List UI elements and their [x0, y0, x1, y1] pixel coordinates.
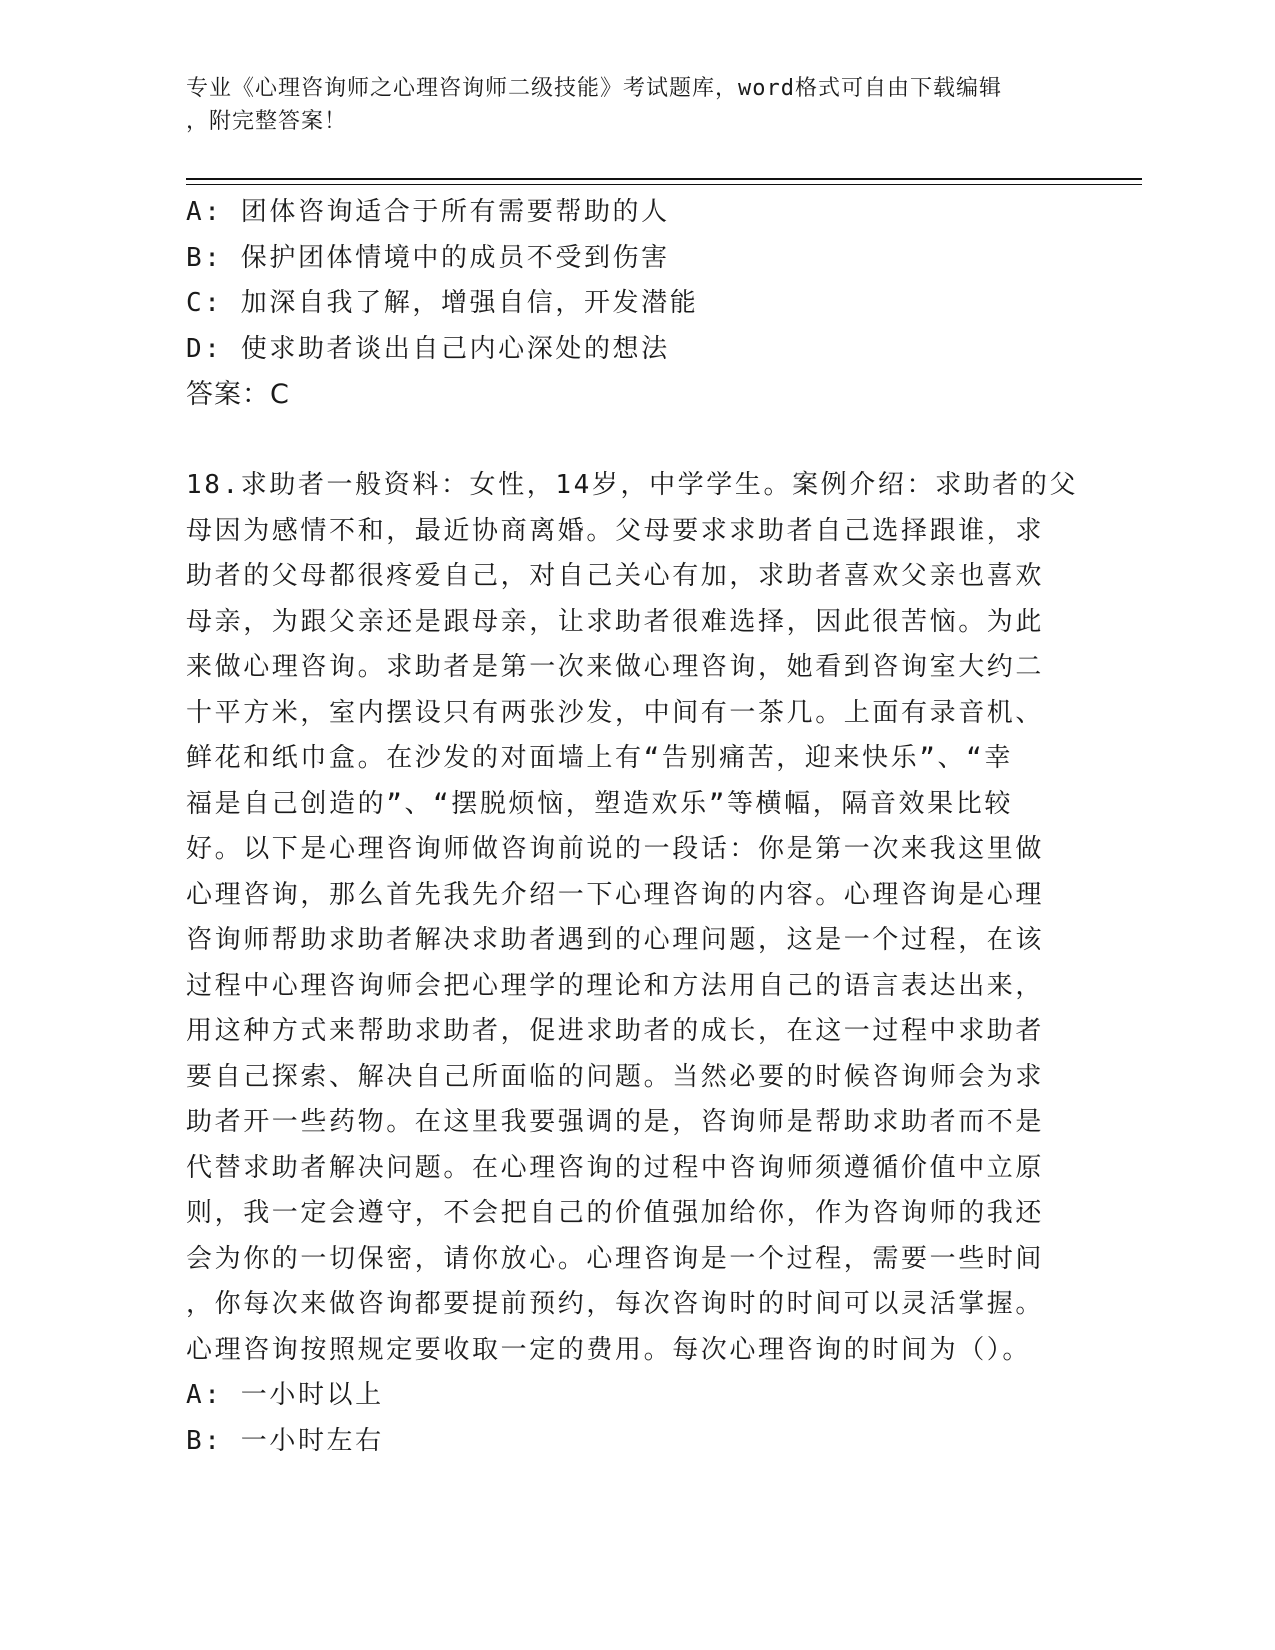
question-18-line: 福是自己创造的”、“摆脱烦恼，塑造欢乐”等横幅，隔音效果比较 [186, 788, 1013, 819]
question-18-line: 代替求助者解决问题。在心理咨询的过程中咨询师须遵循价值中立原 [186, 1152, 1045, 1183]
question-18-line: 过程中心理咨询师会把心理学的理论和方法用自己的语言表达出来， [186, 970, 1045, 1001]
option-b: B: 一小时左右 [186, 1425, 384, 1456]
document-body [186, 190, 1086, 1464]
question-18-line: 心理咨询，那么首先我先介绍一下心理咨询的内容。心理咨询是心理 [186, 879, 1045, 910]
question-18 [186, 463, 1086, 1464]
question-17-options [186, 190, 1086, 418]
header-rule-thick [186, 178, 1142, 180]
question-18-line: ，你每次来做咨询都要提前预约，每次咨询时的时间可以灵活掌握。 [186, 1289, 1045, 1319]
spacer [186, 418, 1086, 464]
answer-label: 答案：C [186, 379, 290, 410]
question-18-line: 心理咨询按照规定要收取一定的费用。每次心理咨询的时间为（）。 [186, 1334, 1032, 1365]
header-rule-thin [186, 184, 1142, 185]
question-18-line: 母亲，为跟父亲还是跟母亲，让求助者很难选择，因此很苦恼。为此 [186, 606, 1045, 637]
question-18-line: 鲜花和纸巾盒。在沙发的对面墙上有“告别痛苦，迎来快乐”、“幸 [186, 743, 1013, 773]
question-18-line: 母因为感情不和，最近协商离婚。父母要求求助者自己选择跟谁，求 [186, 515, 1045, 546]
header-line-1: 专业《心理咨询师之心理咨询师二级技能》考试题库，word格式可自由下载编辑 [186, 76, 1002, 101]
question-18-line: 助者的父母都很疼爱自己，对自己关心有加，求助者喜欢父亲也喜欢 [186, 561, 1045, 591]
question-18-line: 助者开一些药物。在这里我要强调的是，咨询师是帮助求助者而不是 [186, 1107, 1045, 1137]
question-18-line: 用这种方式来帮助求助者，促进求助者的成长，在这一过程中求助者 [186, 1016, 1045, 1046]
option-a: A: 一小时以上 [186, 1380, 384, 1410]
option-a: A: 团体咨询适合于所有需要帮助的人 [186, 197, 670, 227]
question-18-line: 十平方米，室内摆设只有两张沙发，中间有一茶几。上面有录音机、 [186, 697, 1045, 728]
question-18-line: 会为你的一切保密，请你放心。心理咨询是一个过程，需要一些时间 [186, 1243, 1045, 1274]
option-b: B: 保护团体情境中的成员不受到伤害 [186, 242, 670, 273]
question-18-line: 来做心理咨询。求助者是第一次来做心理咨询，她看到咨询室大约二 [186, 652, 1045, 682]
option-d: D: 使求助者谈出自己内心深处的想法 [186, 333, 670, 364]
option-c: C: 加深自我了解，增强自信，开发潜能 [186, 288, 699, 318]
question-18-line: 要自己探索、解决自己所面临的问题。当然必要的时候咨询师会为求 [186, 1061, 1045, 1092]
question-18-line: 好。以下是心理咨询师做咨询前说的一段话：你是第一次来我这里做 [186, 834, 1045, 864]
document-header [186, 72, 1066, 138]
question-18-line: 18.求助者一般资料：女性，14岁，中学学生。案例介绍：求助者的父 [186, 470, 1079, 500]
question-18-line: 则，我一定会遵守，不会把自己的价值强加给你，作为咨询师的我还 [186, 1198, 1045, 1228]
header-line-2: ，附完整答案！ [186, 109, 348, 134]
question-18-line: 咨询师帮助求助者解决求助者遇到的心理问题，这是一个过程，在该 [186, 925, 1045, 955]
